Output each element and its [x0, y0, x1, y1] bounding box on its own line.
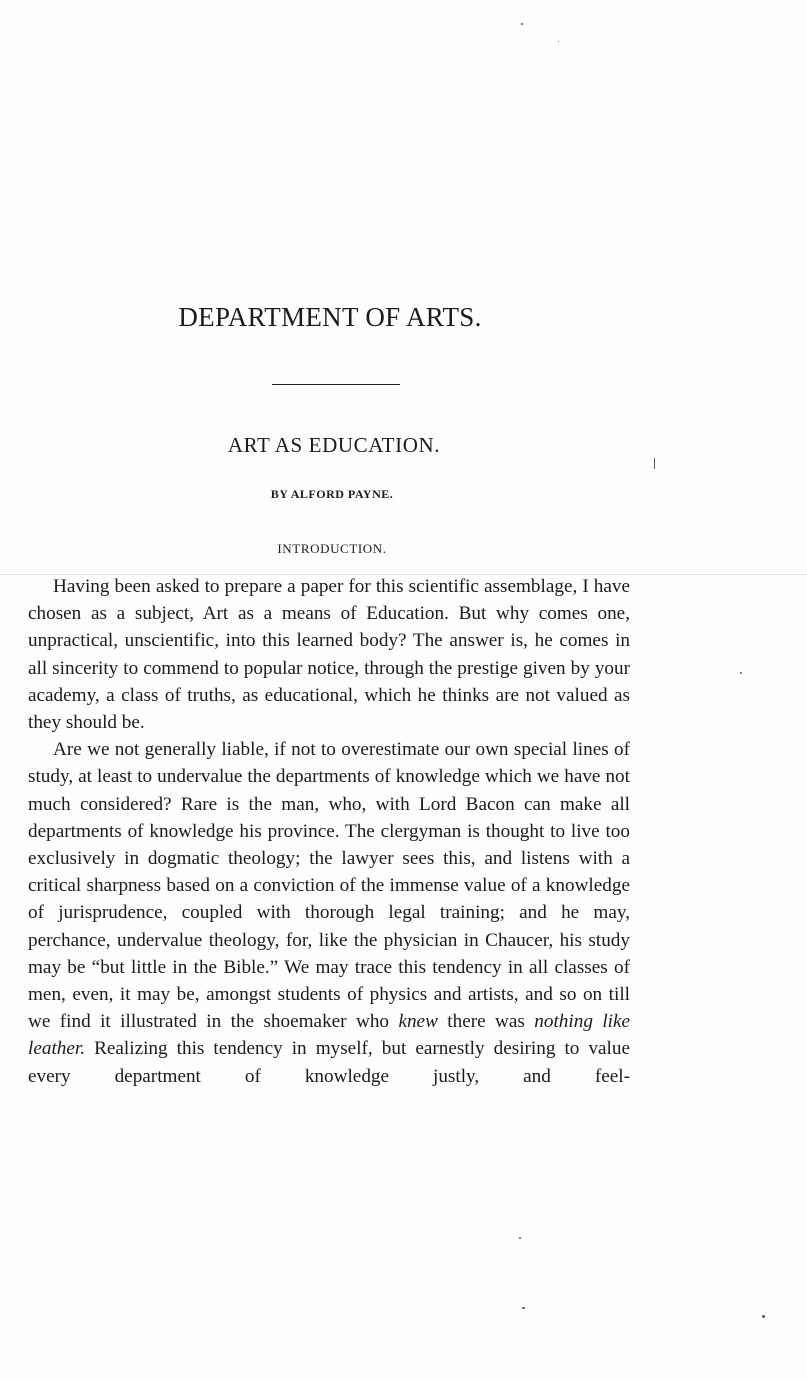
paragraph-2	[28, 736, 630, 1090]
section-heading: INTRODUCTION.	[277, 541, 387, 556]
scan-speck	[740, 672, 742, 674]
scan-speck	[558, 41, 559, 42]
author-byline: BY ALFORD PAYNE.	[270, 487, 394, 501]
scan-speck	[521, 23, 523, 25]
article-title: ART AS EDUCATION.	[227, 433, 441, 457]
scan-speck	[519, 1237, 521, 1239]
paragraph-1: Having been asked to prepare a paper for this scientific assemblage, I have chosen as a subject, Art as a means of Education. But why comes one, unpractical, unscientific, into this learned body? The answer is, he comes in all sincerity to commend to popular notice, through the prestige given by your academy, a class of truths, as educational, which he thinks are not valued as they should be.	[28, 576, 630, 734]
department-title: DEPARTMENT OF ARTS.	[178, 302, 482, 332]
scan-speck	[654, 458, 655, 469]
italic-nothing-like-leather: nothing like leather.	[28, 1011, 631, 1060]
body-text	[28, 573, 630, 1090]
scan-speck	[522, 1307, 525, 1309]
paragraph-2-text-a: Are we not generally liable, if not to overestimate our own special lines of study, at least to undervalue the departments of knowledge which we have not much considered? Rare is the man, who, with Lord Bacon can make all departments of knowledge his province. The clergyman is thought to live too exclusively in dogmatic theology; the lawyer sees this, and listens with a critical sharpness based on a conviction of the immense value of a knowledge of jurisprudence, coupled with thorough legal training; and he may, perchance, undervalue theology, for, like the physician in Chaucer, his study may be “but little in the Bible.” We may trace this tendency in all classes of men, even, it may be, amongst students of physics and artists, and so on till we find it illustrated in the shoemaker who	[28, 739, 630, 1033]
paragraph-2-text-b: there was	[447, 1011, 525, 1033]
scan-speck	[762, 1315, 765, 1318]
italic-knew: knew	[398, 1011, 438, 1033]
title-divider	[272, 384, 400, 385]
paragraph-2-text-c: Realizing this tendency in myself, but earnestly desiring to value every department of knowledge justly, and feel-	[28, 1038, 630, 1087]
